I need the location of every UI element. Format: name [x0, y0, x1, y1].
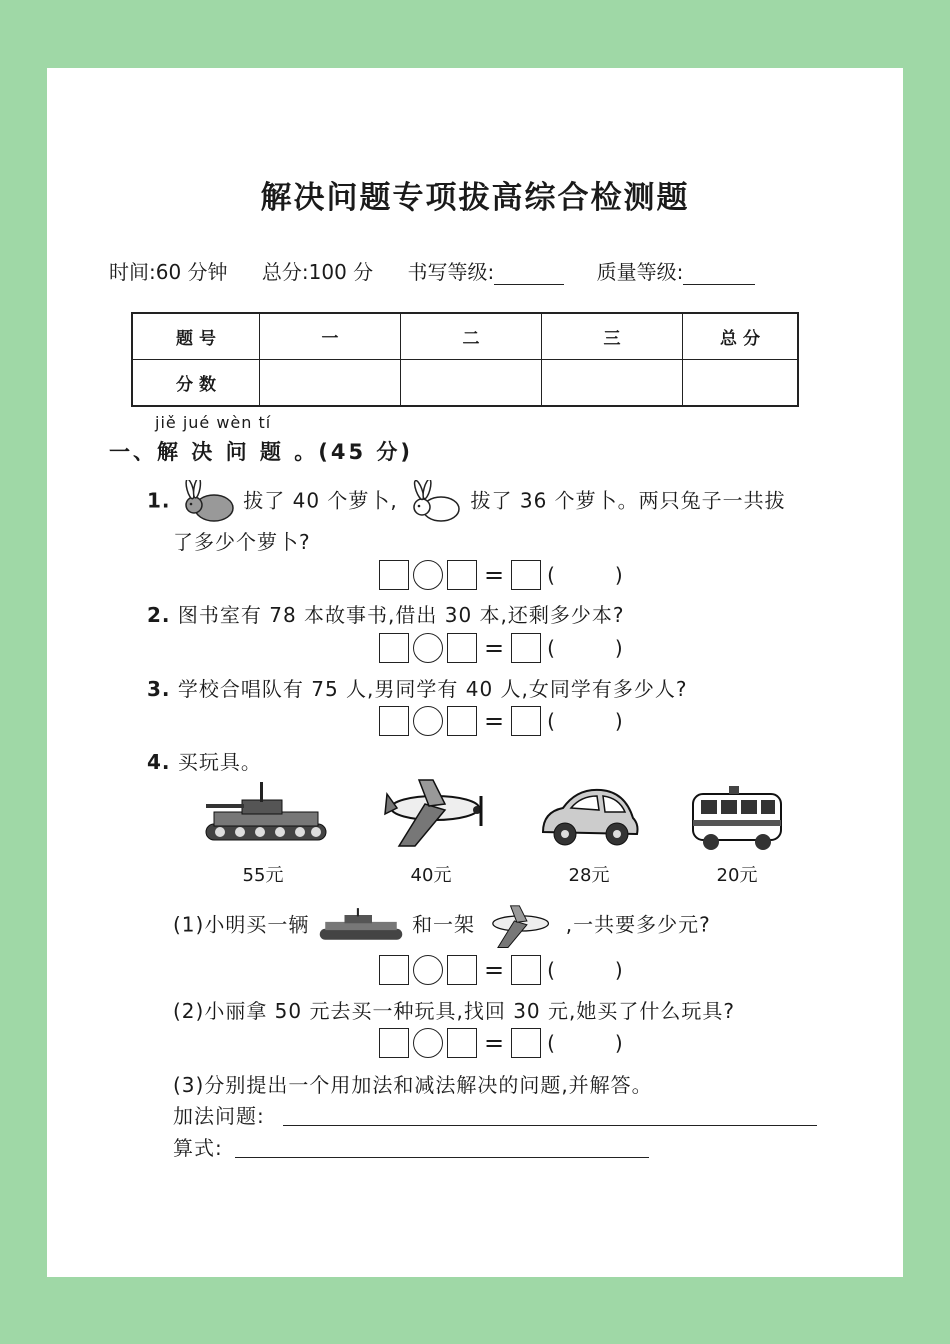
writing-grade-blank[interactable]	[494, 266, 564, 285]
addition-question-label: 加法问题:	[173, 1104, 265, 1128]
answer-box[interactable]	[379, 633, 409, 663]
score-cell-2[interactable]	[401, 360, 542, 407]
operator-circle[interactable]	[413, 560, 443, 590]
header-question-no: 题 号	[132, 313, 260, 360]
question-1	[147, 480, 786, 524]
formula-line[interactable]	[235, 1157, 649, 1158]
time-limit: 时间:60 分钟	[109, 260, 228, 284]
rabbit-icon	[178, 480, 236, 524]
section-heading: 一、解 决 问 题 。(45 分)	[109, 440, 413, 464]
answer-box[interactable]	[379, 706, 409, 736]
plane-small-icon	[482, 902, 558, 950]
score-table-header	[132, 313, 798, 360]
question-4-text: 买玩具。	[177, 750, 262, 774]
answer-box[interactable]	[379, 1028, 409, 1058]
answer-box[interactable]	[379, 955, 409, 985]
question-1-text-b: 拔了 36 个萝卜。两只兔子一共拔	[470, 488, 786, 513]
unit-paren-open: (	[547, 636, 555, 660]
plane-icon	[379, 774, 489, 850]
score-cell-1[interactable]	[260, 360, 401, 407]
tank-small-icon	[317, 908, 405, 944]
score-cell-total[interactable]	[683, 360, 799, 407]
answer-box[interactable]	[511, 633, 541, 663]
answer-box[interactable]	[447, 955, 477, 985]
equals-sign: =	[484, 561, 505, 589]
sub-question-1-text-c: ,一共要多少元?	[565, 912, 711, 937]
answer-box[interactable]	[379, 560, 409, 590]
operator-circle[interactable]	[413, 1028, 443, 1058]
unit-paren-open: (	[547, 563, 555, 587]
header-part-1: 一	[260, 313, 401, 360]
question-3-text: 学校合唱队有 75 人,男同学有 40 人,女同学有多少人?	[177, 677, 688, 701]
sub-question-3: (3)分别提出一个用加法和减法解决的问题,并解答。	[173, 1073, 653, 1097]
question-2	[147, 599, 625, 628]
tank-icon	[202, 780, 330, 848]
answer-box[interactable]	[447, 560, 477, 590]
bus-icon	[687, 780, 787, 852]
unit-paren-close: )	[614, 958, 623, 982]
question-3-number: 3.	[147, 677, 171, 701]
unit-paren-open: (	[547, 709, 555, 733]
unit-paren-close: )	[614, 709, 623, 733]
question-1-text-a: 拔了 40 个萝卜,	[243, 488, 398, 513]
answer-box[interactable]	[511, 955, 541, 985]
operator-circle[interactable]	[413, 706, 443, 736]
header-total: 总 分	[683, 313, 799, 360]
car-icon	[537, 782, 641, 850]
unit-paren-open: (	[547, 1031, 555, 1055]
equals-sign: =	[484, 707, 505, 735]
question-2-number: 2.	[147, 603, 171, 627]
page-title: 解决问题专项拔高综合检测题	[260, 180, 690, 216]
score-cell-3[interactable]	[542, 360, 683, 407]
bus-price: 20元	[716, 865, 758, 886]
unit-paren-close: )	[614, 636, 623, 660]
unit-paren-open: (	[547, 958, 555, 982]
score-table	[131, 312, 799, 407]
car-price: 28元	[568, 865, 610, 886]
equals-sign: =	[484, 1029, 505, 1057]
tank-price: 55元	[242, 865, 284, 886]
sub-question-1-text-a: (1)小明买一辆	[173, 912, 310, 937]
rabbit-outline-icon	[405, 480, 463, 524]
header-part-2: 二	[401, 313, 542, 360]
unit-paren-close: )	[614, 1031, 623, 1055]
quality-grade-blank[interactable]	[683, 266, 755, 285]
header-part-3: 三	[542, 313, 683, 360]
answer-box[interactable]	[447, 706, 477, 736]
writing-grade-label: 书写等级:	[407, 260, 495, 284]
question-2-text: 图书室有 78 本故事书,借出 30 本,还剩多少本?	[177, 603, 625, 627]
answer-formula-3	[379, 706, 623, 736]
operator-circle[interactable]	[413, 955, 443, 985]
quality-grade-label: 质量等级:	[596, 260, 684, 284]
unit-paren-close: )	[614, 563, 623, 587]
equals-sign: =	[484, 634, 505, 662]
sub-question-1-text-b: 和一架	[412, 912, 476, 937]
formula-label: 算式:	[173, 1136, 223, 1160]
sub-question-2: (2)小丽拿 50 元去买一种玩具,找回 30 元,她买了什么玩具?	[173, 999, 735, 1023]
exam-meta	[109, 256, 755, 285]
answer-box[interactable]	[447, 633, 477, 663]
answer-formula-4-2	[379, 1028, 623, 1058]
total-score: 总分:100 分	[261, 260, 374, 284]
question-1-number: 1.	[147, 488, 171, 513]
answer-box[interactable]	[511, 1028, 541, 1058]
section-pinyin: jiě jué wèn tí	[155, 413, 272, 432]
answer-box[interactable]	[511, 560, 541, 590]
question-4	[147, 746, 262, 775]
answer-formula-2	[379, 633, 623, 663]
equals-sign: =	[484, 956, 505, 984]
score-table-row	[132, 360, 798, 407]
sub-question-1	[173, 902, 711, 950]
question-3	[147, 673, 688, 702]
row-label-score: 分 数	[132, 360, 260, 407]
worksheet-page	[47, 68, 903, 1277]
question-4-number: 4.	[147, 750, 171, 774]
operator-circle[interactable]	[413, 633, 443, 663]
answer-box[interactable]	[447, 1028, 477, 1058]
answer-box[interactable]	[511, 706, 541, 736]
question-1-line-2: 了多少个萝卜?	[173, 530, 311, 554]
answer-formula-4-1	[379, 955, 623, 985]
addition-question-line[interactable]	[283, 1125, 817, 1126]
plane-price: 40元	[410, 865, 452, 886]
answer-formula-1	[379, 560, 623, 590]
